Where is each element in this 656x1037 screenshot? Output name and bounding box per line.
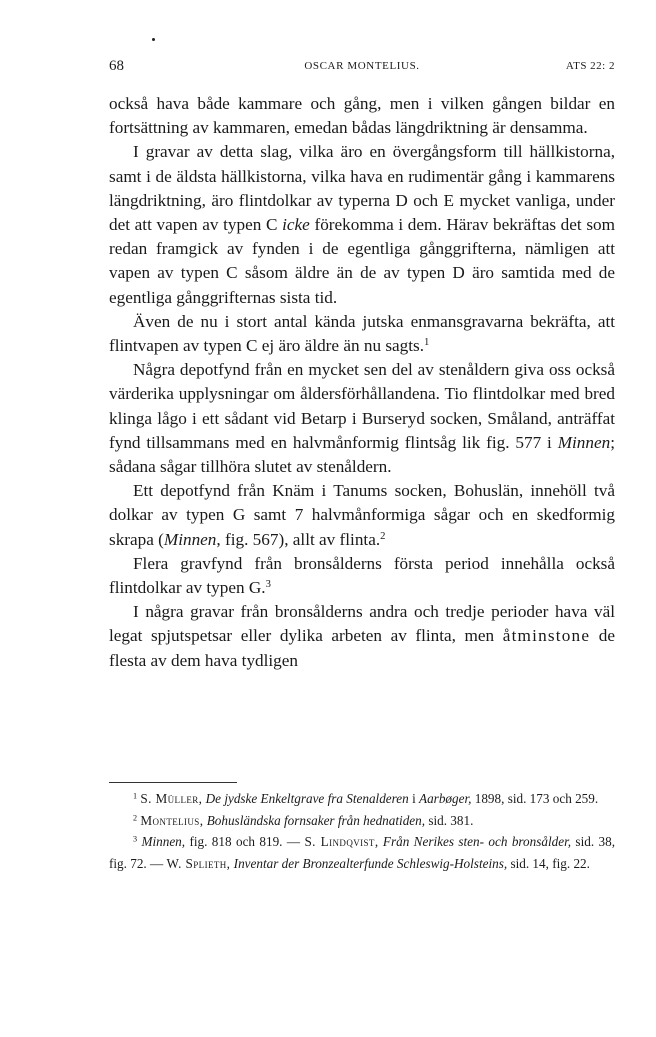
paragraph-1: också hava både kammare och gång, men i vilken gången bildar en fortsättning av kammaren, emedan bådas längdriktning är densamma. — [109, 94, 615, 138]
footnote-divider — [109, 782, 237, 783]
body-text — [109, 92, 615, 673]
footnote-ref-1[interactable]: 1 — [424, 337, 430, 349]
footnote-mark: 3 — [133, 834, 138, 844]
page-number: 68 — [109, 58, 124, 74]
footnote-ref-3[interactable]: 3 — [265, 579, 271, 591]
running-header — [109, 58, 615, 78]
title-minnen: Minnen — [557, 432, 611, 452]
footnote-journal: Aarbøger, — [419, 791, 472, 806]
paragraph-4: Några depotfynd från en mycket sen del av stenåldern giva oss också värderika upplysningar om åldersförhållandena. Tio flintdolkar med bred klinga lågo i ett sådant vid Betarp i Burseryd socken, Småland, anträffat fynd tillsammans med en halvmånformig flintsåg lik fig. 577 i Minnen; sådana sågar tillhöra slutet av stenåldern. — [109, 360, 615, 477]
paragraph-6: Flera gravfynd från bronsålderns första period innehålla också flintdolkar av typen G.$^3$ — [109, 553, 615, 598]
footnote-author: S. Lindqvist, — [304, 834, 379, 849]
footnote-title: Bohusländska fornsaker från hednatiden, — [206, 812, 426, 828]
footnote-author: S. Müller, — [140, 791, 203, 806]
footnote-title: Inventar der Bronzealterfunde Schleswig-Holsteins, — [233, 855, 508, 871]
footnote-title: Minnen, — [141, 834, 186, 849]
footnote-ref-2[interactable]: 2 — [380, 530, 386, 542]
paragraph-2: I gravar av detta slag, vilka äro en övergångsform till hällkistorna, samt i de äldsta hällkistorna, vilka hava en rudimentär gång i kammarens längdriktning, äro flintdolkar av typerna D och E mycket vanliga, under det att vapen av typen C icke förekomma i dem. Härav bekräftas det som redan framgick av fynden i de egentliga gånggrifterna, nämligen att vapen av typen C såsom äldre än de av typen D äro samtida med de egentliga gånggrifternas sista tid. — [109, 142, 615, 307]
footnote-author: Montelius, — [140, 812, 204, 828]
running-title: OSCAR MONTELIUS. — [304, 60, 420, 72]
spaced-emphasis: åtminstone — [502, 626, 591, 646]
footnote-author: W. Splieth, — [166, 855, 231, 871]
ink-speck — [152, 38, 155, 41]
title-minnen: Minnen — [163, 529, 217, 549]
footnote-2: $^2$ Montelius, Bohusländska fornsaker från hednatiden, sid. 381. — [133, 812, 474, 828]
footnote-mark: 2 — [133, 813, 138, 822]
paragraph-7: I några gravar från bronsålderns andra och tredje perioder hava väl legat spjutspetsar eller dylika arbeten av flinta, men åtminstone de flesta av dem hava tydligen — [109, 602, 615, 670]
emphasis-icke: icke — [282, 215, 310, 235]
publication-reference: ATS 22: 2 — [565, 60, 615, 72]
footnote-title: De jydske Enkeltgrave fra Stenalderen — [205, 791, 409, 806]
footnote-3: $^3$ Minnen, fig. 818 och 819. — S. Lindqvist, Från Nerikes sten- och bronsålder, sid. 38, fig. 72. — W. Splieth, Inventar der Bronzealterfunde Schleswig-Holsteins, sid. 14, fig. 22. — [109, 834, 615, 871]
footnotes — [109, 788, 615, 874]
footnote-title: Från Nerikes sten- och bronsålder, — [382, 834, 572, 849]
paragraph-3: Även de nu i stort antal kända jutska enmansgravarna bekräfta, att flintvapen av typen C ej äro äldre än nu sagts.$^1$ — [109, 311, 615, 356]
paragraph-5: Ett depotfynd från Knäm i Tanums socken, Bohuslän, innehöll två dolkar av typen G samt 7 halvmånformiga sågar och en skedformig skrapa (Minnen, fig. 567), allt av flinta.$^2$ — [109, 481, 615, 549]
footnote-1: $^1$ S. Müller, De jydske Enkeltgrave fra Stenalderen i Aarbøger, 1898, sid. 173 och 259. — [133, 791, 599, 806]
footnote-mark: 1 — [133, 791, 138, 801]
